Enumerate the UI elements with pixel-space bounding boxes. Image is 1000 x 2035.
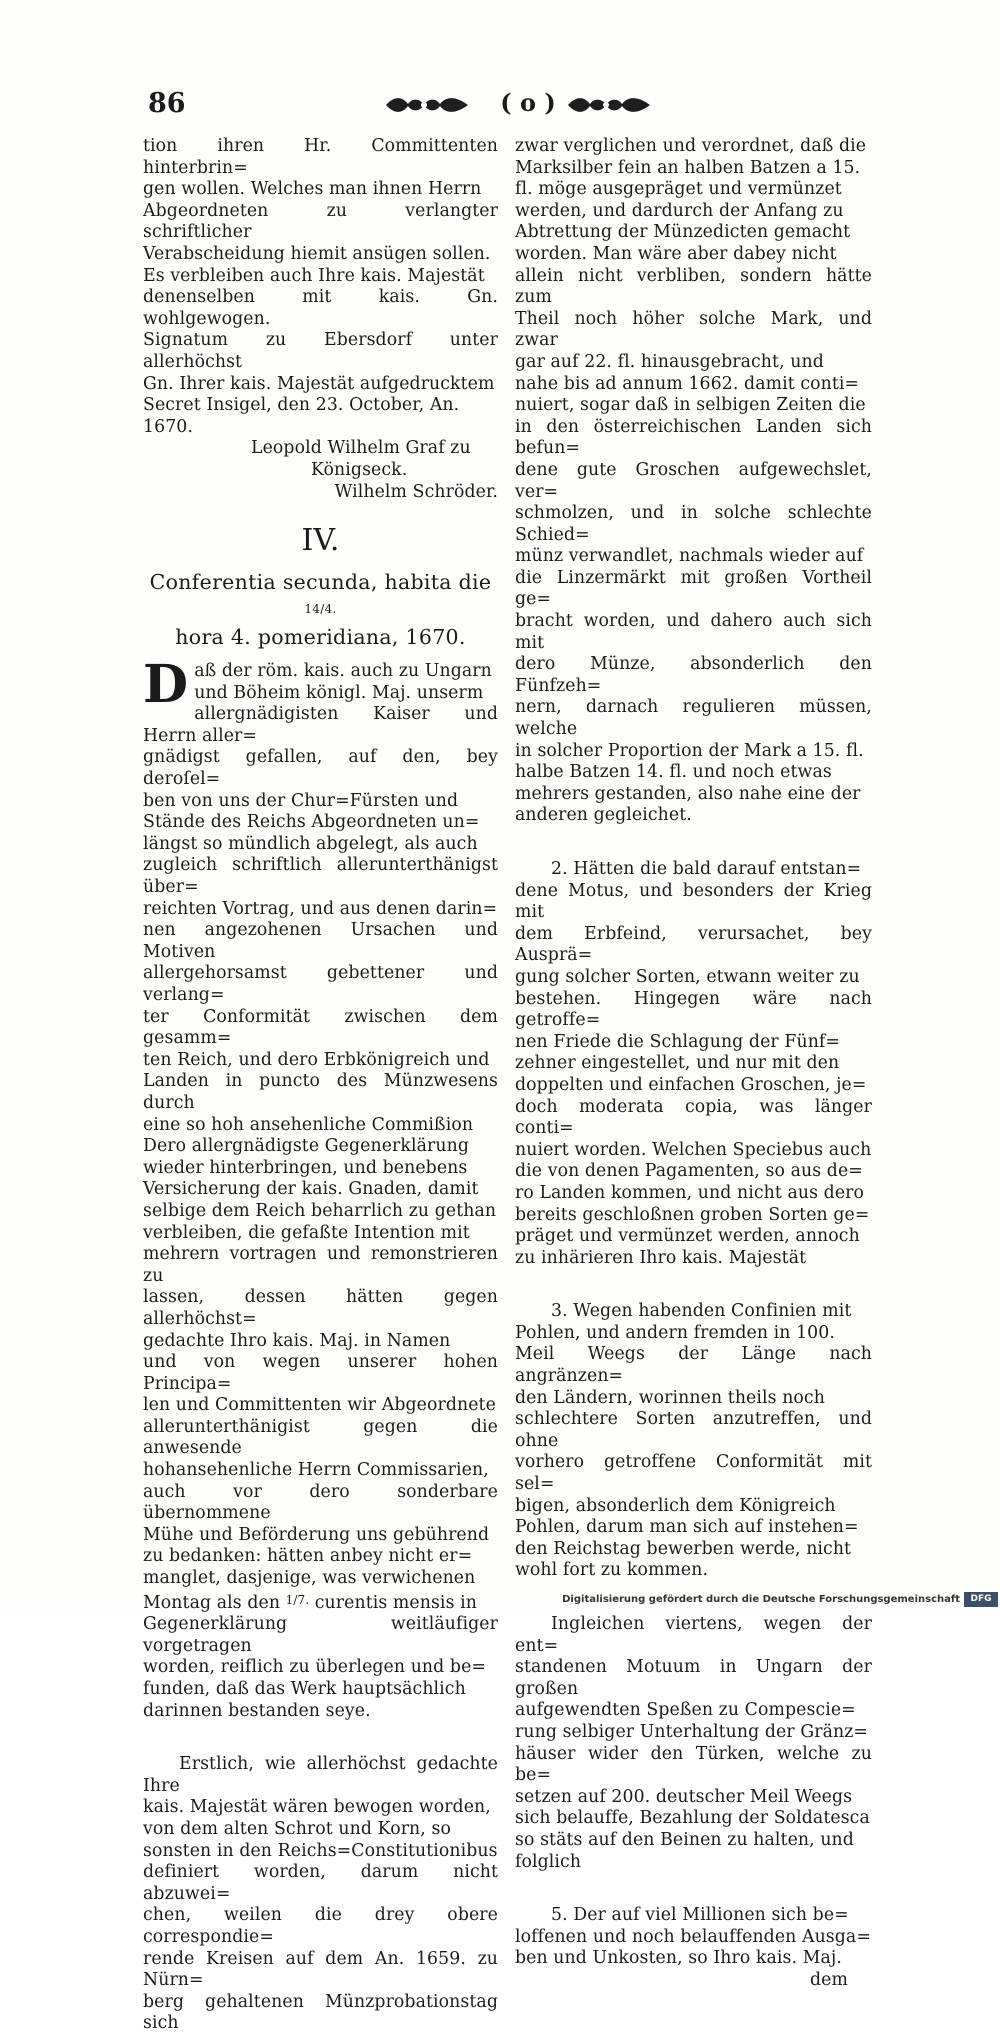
text-line: verbleiben, die gefaßte Intention mit (143, 1222, 470, 1243)
paragraph-gap (515, 1873, 872, 1905)
text-line: allergnädigisten Kaiser und Herrn aller= (143, 704, 498, 746)
text-line: hohansehenliche Herrn Commissarien, (143, 1460, 489, 1481)
signature-mark: ( o ) (500, 88, 556, 117)
text-line: Theil noch höher solche Mark, und zwar (515, 308, 872, 351)
text-line: in solcher Proportion der Mark a 15. fl. (515, 740, 864, 761)
text-line: worden, reiflich zu überlegen und be= (143, 1657, 486, 1678)
text-line: nen Friede die Schlagung der Fünf= (515, 1031, 841, 1052)
text-line: doch moderata copia, was länger conti= (515, 1096, 872, 1139)
drop-capital: D (143, 654, 189, 716)
text-line: rende Kreisen auf dem An. 1659. zu Nürn= (143, 1948, 498, 1991)
text-line: Marksilber fein an halben Batzen a 15. (515, 157, 861, 178)
date-fraction: 14/4. (304, 602, 337, 617)
text-line: werden, und dardurch der Anfang zu (515, 200, 844, 221)
text-line: len und Committenten wir Abgeordnete (143, 1395, 496, 1416)
text-line: ro Landen kommen, und nicht aus dero (515, 1182, 865, 1203)
text-fragment: curentis mensis in (314, 1592, 477, 1613)
text-line: wieder hinterbringen, und benebens (143, 1157, 468, 1178)
text-line: und Böheim königl. Maj. unserm (194, 682, 484, 703)
text-line: bereits geschloßnen groben Sorten ge= (515, 1204, 870, 1225)
text-line: den Ländern, worinnen theils noch (515, 1387, 825, 1408)
text-line: sonsten in den Reichs=Constitutionibus (143, 1840, 498, 1861)
text-line: ten Reich, und dero Erbkönigreich und (143, 1049, 490, 1070)
text-line: rung selbiger Unterhaltung der Gränz= (515, 1721, 869, 1742)
text-line: präget und vermünzet werden, annoch (515, 1226, 860, 1247)
text-line: Meil Weegs der Länge nach angränzen= (515, 1344, 872, 1387)
text-line: manglet, dasjenige, was verwichenen (143, 1568, 476, 1589)
digitization-footer (562, 1592, 1000, 1609)
text-line: chen, weilen die drey obere correspondie= (143, 1905, 498, 1947)
text-line: halbe Batzen 14. fl. und noch etwas (515, 762, 832, 783)
text-line: schmolzen, und in solche schlechte Schied= (515, 503, 872, 545)
text-line: bestehen. Hingegen wäre nach getroffe= (515, 988, 872, 1031)
text-line: lassen, dessen hätten gegen allerhöchst= (143, 1287, 498, 1329)
right-column (515, 136, 872, 1992)
paragraph-gap (515, 1269, 872, 1301)
text-line: Signatum zu Ebersdorf unter allerhöchst (143, 330, 498, 372)
text-line: die von denen Pagamenten, so aus de= (515, 1161, 863, 1182)
opening-paragraph (143, 654, 498, 1722)
text-line: Pohlen, darum man sich auf instehen= (515, 1517, 859, 1538)
section-number: IV. (301, 523, 340, 559)
text-line: 1670. (143, 416, 193, 437)
text-line: Ingleichen viertens, wegen der ent= (515, 1614, 872, 1656)
paragraph-gap (143, 1722, 498, 1754)
text-line: Pohlen, und andern fremden in 100. (515, 1322, 835, 1343)
text-line: sich belauffe, Bezahlung der Soldatesca (515, 1808, 870, 1829)
text-line: ter Conformität zwischen dem gesamm= (143, 1006, 498, 1049)
text-line: auch vor dero sonderbare übernommene (143, 1481, 498, 1524)
text-line: Verabscheidung hiemit ansügen sollen. (143, 243, 491, 264)
text-line: nuiert, sogar daß in selbigen Zeiten die (515, 395, 866, 416)
text-line: loffenen und noch belauffenden Ausga= (515, 1926, 871, 1947)
text-line: zu inhärieren Ihro kais. Majestät (515, 1247, 807, 1268)
text-line: anderen gegleichet. (515, 805, 692, 826)
text-line: gung solcher Sorten, etwann weiter zu (515, 966, 860, 987)
text-line: allein nicht verbliben, sondern hätte zum (515, 265, 872, 308)
text-line: setzen auf 200. deutscher Meil Weegs (515, 1786, 853, 1807)
text-line: eine so hoh ansehenliche Commißion (143, 1114, 474, 1135)
text-line: Mühe und Beförderung uns gebührend (143, 1524, 490, 1545)
text-line: nern, darnach regulieren müssen, welche (515, 697, 872, 740)
page-header (148, 88, 888, 128)
text-line: Dero allergnädigste Gegenerklärung (143, 1136, 469, 1157)
signatory-line: Königseck. (311, 459, 408, 480)
text-line: mehrers gestanden, also nahe eine der (515, 783, 861, 804)
text-line: Abtrettung der Münzedicten gemacht (515, 222, 851, 243)
text-line: nuiert worden. Welchen Speciebus auch (515, 1139, 872, 1160)
text-line: dero Münze, absonderlich den Fünfzeh= (515, 654, 872, 696)
text-line: selbige dem Reich beharrlich zu gethan (143, 1200, 497, 1221)
text-line: darinnen bestanden seye. (143, 1700, 371, 1721)
text-line: ben von uns der Chur=Fürsten und (143, 790, 459, 811)
text-line: mehrern vortragen und remonstrieren zu (143, 1244, 498, 1286)
text-line (143, 1590, 498, 1615)
printers-ornament-icon (382, 94, 472, 116)
text-line: zwar verglichen und verordnet, daß die (515, 136, 867, 156)
text-line: reichten Vortrag, und aus denen darin= (143, 898, 498, 919)
text-line: 5. Der auf viel Millionen sich be= (551, 1905, 849, 1926)
text-line: aufgewendten Speßen zu Compescie= (515, 1700, 856, 1721)
text-line: allergehorsamst gebettener und verlang= (143, 963, 498, 1005)
text-line: und von wegen unserer hohen Principa= (143, 1352, 498, 1394)
paragraph-gap (515, 827, 872, 859)
signatory-line: Leopold Wilhelm Graf zu (251, 438, 471, 459)
text-line: längst so mündlich abgelegt, als auch (143, 833, 478, 854)
left-column (143, 136, 498, 2035)
text-line: folglich (515, 1851, 582, 1872)
text-line: Gegenerklärung weitläufiger vorgetragen (143, 1614, 498, 1656)
date-fraction: 1/7. (285, 1592, 310, 1607)
text-line: den Reichstag bewerben werde, nicht (515, 1538, 852, 1559)
text-line: standenen Motuum in Ungarn der großen (515, 1657, 872, 1699)
printers-ornament-icon (564, 94, 654, 116)
text-line: dem Erbfeind, verursachet, bey Ausprä= (515, 923, 872, 966)
funding-credit: Digitalisierung gefördert durch die Deutsche Forschungsgemeinschaft (562, 1594, 960, 1605)
text-line: kais. Majestät wären bewogen worden, (143, 1797, 491, 1818)
text-line: zugleich schriftlich allerunterthänigst über= (143, 855, 498, 898)
text-line: münz verwandlet, nachmals wieder auf (515, 546, 864, 567)
text-line: häuser wider den Türken, welche zu be= (515, 1743, 872, 1786)
text-line: definiert worden, darum nicht abzuwei= (143, 1862, 498, 1904)
text-line: nen angezohenen Ursachen und Motiven (143, 920, 498, 962)
text-line: tion ihren Hr. Committenten hinterbrin= (143, 136, 498, 178)
text-line: denenselben mit kais. Gn. wohlgewogen. (143, 287, 498, 329)
dfg-logo-icon: DFG (964, 1592, 998, 1607)
text-line: gen wollen. Welches man ihnen Herrn (143, 179, 482, 200)
text-line: dene Motus, und besonders der Krieg mit (515, 880, 872, 923)
text-line: bigen, absonderlich dem Königreich (515, 1495, 836, 1516)
text-line: bracht worden, und dahero auch sich mit (515, 611, 872, 653)
text-line: 3. Wegen habenden Confinien mit (551, 1301, 852, 1322)
text-line: schlechtere Sorten anzutreffen, und ohne (515, 1409, 872, 1451)
text-line: in den österreichischen Landen sich befun= (515, 416, 872, 459)
text-line: Es verbleiben auch Ihre kais. Majestät (143, 265, 485, 286)
text-line: nahe bis ad annum 1662. damit conti= (515, 373, 860, 394)
text-fragment: Montag als den (143, 1592, 281, 1613)
text-line: aß der röm. kais. auch zu Ungarn (194, 661, 492, 682)
text-line: von dem alten Schrot und Korn, so (143, 1818, 451, 1839)
text-line: zehner eingestellet, und nur mit den (515, 1053, 840, 1074)
text-line: Landen in puncto des Münzwesens durch (143, 1071, 498, 1113)
text-line: allerunterthänigist gegen die anwesende (143, 1416, 498, 1459)
text-line: Gn. Ihrer kais. Majestät aufgedrucktem (143, 373, 495, 394)
text-line: Erstlich, wie allerhöchst gedachte Ihre (143, 1754, 498, 1796)
text-line: wohl fort zu kommen. (515, 1560, 709, 1581)
text-line: fl. möge ausgepräget und vermünzet (515, 179, 842, 200)
text-line: Secret Insigel, den 23. October, An. (143, 395, 460, 416)
catchword: dem (810, 1969, 848, 1990)
text-line: 2. Hätten die bald darauf entstan= (551, 859, 862, 879)
heading-line: hora 4. pomeridiana, 1670. (175, 625, 466, 650)
text-line: gnädigst gefallen, auf den, bey deroſel= (143, 747, 498, 790)
text-line: vorhero getroffene Conformität mit sel= (515, 1452, 872, 1495)
text-line: Abgeordneten zu verlangter schriftlicher (143, 200, 498, 243)
text-line: doppelten und einfachen Groschen, je= (515, 1074, 867, 1095)
text-line: dene gute Groschen aufgewechslet, ver= (515, 459, 872, 502)
text-line: die Linzermärkt mit großen Vortheil ge= (515, 567, 872, 610)
text-line: ben und Unkosten, so Ihro kais. Maj. (515, 1948, 842, 1969)
text-line: gedachte Ihro kais. Maj. in Namen (143, 1330, 451, 1351)
text-line: so stäts auf den Beinen zu halten, und (515, 1829, 854, 1850)
text-line: Stände des Reichs Abgeordneten un= (143, 812, 480, 833)
text-line: gar auf 22. fl. hinausgebracht, und (515, 351, 824, 372)
heading-line: Conferentia secunda, habita die (149, 570, 492, 595)
text-line: funden, daß das Werk hauptsächlich (143, 1679, 466, 1699)
signatory-line: Wilhelm Schröder. (334, 481, 498, 502)
text-line: worden. Man wäre aber dabey nicht (515, 243, 837, 264)
text-line: zu bedanken: hätten anbey nicht er= (143, 1546, 473, 1567)
section-heading (143, 569, 498, 651)
text-line: berg gehaltenen Münzprobationstag sich (143, 1991, 498, 2034)
text-line: Versicherung der kais. Gnaden, damit (143, 1179, 479, 1200)
page-number: 86 (148, 88, 186, 119)
